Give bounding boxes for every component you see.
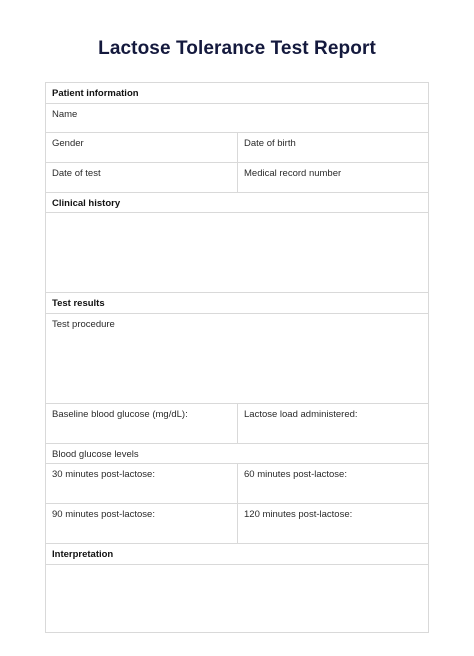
page-title: Lactose Tolerance Test Report	[98, 38, 376, 59]
test-results-header	[46, 293, 428, 314]
glucose-30-60-row	[46, 464, 428, 504]
glucose-60-label: 60 minutes post-lactose:	[244, 469, 347, 480]
gender-field[interactable]	[46, 133, 238, 162]
dob-label: Date of birth	[244, 138, 296, 149]
glucose-60-field[interactable]	[238, 464, 428, 503]
clinical-history-field[interactable]	[46, 213, 428, 293]
gender-label: Gender	[52, 138, 84, 149]
mrn-label: Medical record number	[244, 168, 342, 179]
glucose-30-label: 30 minutes post-lactose:	[52, 469, 155, 480]
glucose-90-120-row	[46, 504, 428, 544]
glucose-90-label: 90 minutes post-lactose:	[52, 509, 155, 520]
glucose-90-field[interactable]	[46, 504, 238, 543]
interpretation-field[interactable]	[46, 565, 428, 632]
date-of-test-field[interactable]	[46, 163, 238, 192]
report-form	[45, 82, 429, 633]
glucose-120-label: 120 minutes post-lactose:	[244, 509, 353, 520]
lactose-load-label: Lactose load administered:	[244, 409, 358, 420]
baseline-lactose-row	[46, 404, 428, 444]
name-field[interactable]	[46, 104, 428, 133]
interpretation-heading: Interpretation	[52, 549, 114, 560]
interpretation-header	[46, 544, 428, 565]
lactose-load-field[interactable]	[238, 404, 428, 443]
glucose-levels-label: Blood glucose levels	[52, 449, 139, 460]
test-results-heading: Test results	[52, 298, 105, 309]
name-label: Name	[52, 109, 78, 120]
test-procedure-field[interactable]	[46, 314, 428, 404]
dob-field[interactable]	[238, 133, 428, 162]
glucose-30-field[interactable]	[46, 464, 238, 503]
gender-dob-row	[46, 133, 428, 163]
baseline-glucose-field[interactable]	[46, 404, 238, 443]
clinical-history-heading: Clinical history	[52, 198, 121, 209]
patient-info-heading: Patient information	[52, 88, 139, 99]
clinical-history-header	[46, 193, 428, 213]
baseline-glucose-label: Baseline blood glucose (mg/dL):	[52, 409, 188, 420]
test-procedure-label: Test procedure	[52, 319, 115, 330]
date-mrn-row	[46, 163, 428, 193]
glucose-120-field[interactable]	[238, 504, 428, 543]
mrn-field[interactable]	[238, 163, 428, 192]
glucose-levels-header	[46, 444, 428, 464]
patient-info-header	[46, 83, 428, 104]
date-of-test-label: Date of test	[52, 168, 101, 179]
